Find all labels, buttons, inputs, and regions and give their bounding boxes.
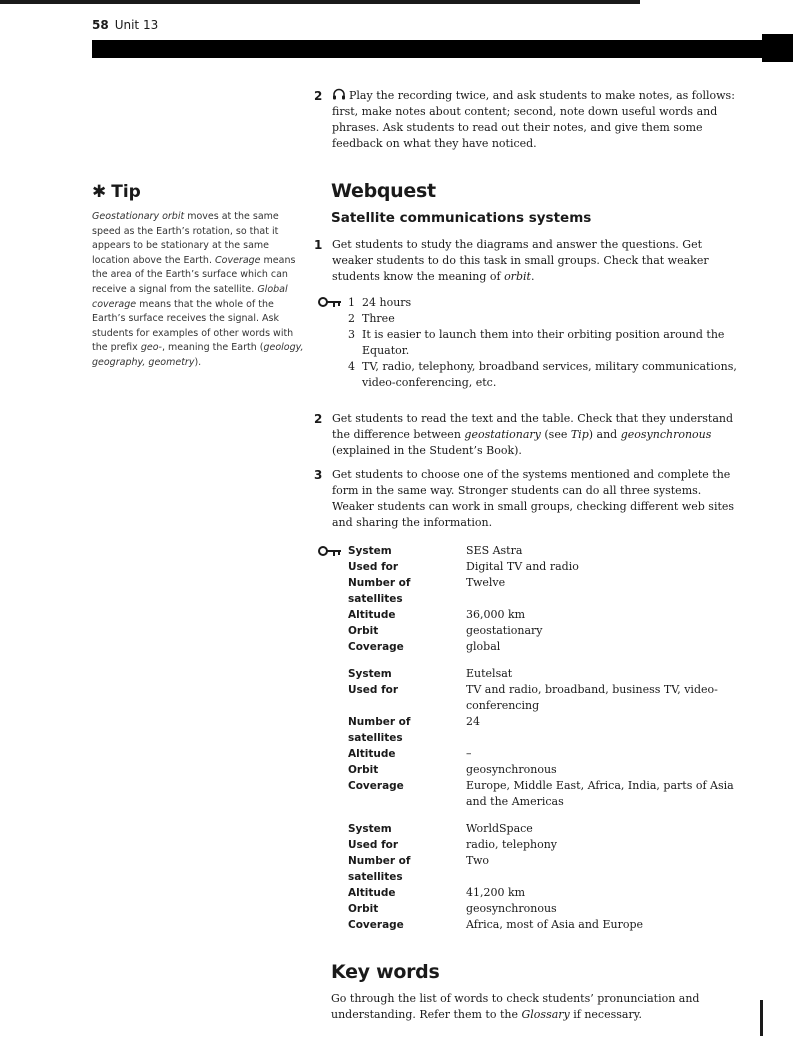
answer-list (348, 295, 744, 391)
italic-term: geology, geography, geometry (92, 342, 304, 368)
system-table (348, 821, 736, 933)
answer-text: TV, radio, telephony, broadband services, military communications, video-conferencing, etc. (362, 360, 737, 389)
system-row (348, 885, 736, 901)
headphones-icon (332, 88, 346, 100)
webquest-subheading: Satellite communications systems (331, 210, 592, 226)
webquest-item-1 (314, 237, 744, 285)
tip-text (92, 210, 304, 371)
intro-text: Play the recording twice, and ask students to make notes, as follows: first, make notes about content; second, note down useful words and phrases. Ask students to read out their notes, and give them some feedback on what they have noticed. (332, 89, 735, 150)
item-text: Get students to choose one of the systems mentioned and complete the form in the same way. Stronger students can do all three systems. Weaker students can work in small groups, checking different web sites and sharing the information. (332, 468, 735, 529)
header-band (92, 40, 793, 58)
text-run: Get students to study the diagrams and answer the questions. Get weaker students to do this task in small groups. Check that weaker students know the meaning of (332, 238, 709, 283)
answer-text: It is easier to launch them into their orbiting position around the Equator. (362, 328, 725, 357)
answer-item (348, 359, 744, 391)
italic-term: Coverage (215, 254, 261, 266)
text-run: (explained in the Student’s Book). (332, 444, 522, 457)
italic-term: geosynchronous (620, 428, 712, 441)
italic-term: Global coverage (92, 283, 288, 310)
system-table (348, 666, 736, 810)
field-value: – (466, 747, 472, 760)
system-row (348, 714, 736, 746)
field-value: Africa, most of Asia and Europe (466, 918, 644, 931)
field-label: Altitude (348, 609, 396, 621)
field-label: Orbit (348, 625, 379, 637)
key-words-text (314, 991, 744, 1023)
field-value: WorldSpace (466, 822, 533, 835)
field-label: System (348, 823, 392, 835)
system-row (348, 917, 736, 933)
tip-box (92, 182, 304, 371)
running-header (92, 18, 158, 32)
text-run: (see (540, 428, 571, 441)
answer-item (348, 295, 744, 311)
webquest-heading: Webquest (331, 180, 436, 202)
item-number: 2 (314, 412, 323, 426)
systems-tables (348, 543, 744, 933)
text-run: Go through the list of words to check students’ pronunciation and understanding. Refer them to the (331, 992, 700, 1021)
asterisk-icon: ✱ (92, 182, 107, 202)
field-label: Coverage (348, 780, 404, 792)
item-text (332, 238, 709, 283)
system-row (348, 543, 736, 559)
field-label: Altitude (348, 748, 396, 760)
field-label: Used for (348, 839, 399, 851)
tip-title (92, 182, 304, 202)
field-value: 24 (466, 715, 480, 728)
tip-title-text: Tip (111, 182, 141, 202)
field-value: SES Astra (466, 544, 523, 557)
answer-number: 1 (348, 296, 355, 309)
text-run: moves at the same speed as the Earth’s rotation, so that it appears to be stationary at the same location above the Earth. (92, 211, 279, 266)
field-value: global (466, 640, 501, 653)
field-label: Number of satellites (348, 855, 411, 883)
system-row (348, 762, 736, 778)
main-column (314, 88, 744, 1023)
text-run: , meaning the Earth ( (161, 342, 264, 354)
system-row (348, 901, 736, 917)
text-run: means that the whole of the Earth’s surface receives the signal. Ask students for examples of other words with the prefix (92, 298, 294, 354)
answer-number: 4 (348, 360, 355, 373)
key-icon (318, 296, 342, 308)
field-value: Two (466, 854, 489, 867)
italic-term: orbit (504, 270, 531, 283)
answer-item (348, 311, 744, 327)
italic-term: geostationary (464, 428, 541, 441)
field-label: System (348, 668, 392, 680)
field-label: Altitude (348, 887, 396, 899)
field-value: TV and radio, broadband, business TV, video-conferencing (466, 683, 718, 712)
system-row (348, 682, 736, 714)
field-value: Twelve (466, 576, 506, 589)
system-row (348, 853, 736, 885)
text-run: ). (194, 356, 202, 368)
answer-number: 3 (348, 328, 355, 341)
text-run: if necessary. (569, 1008, 642, 1021)
field-label: Number of satellites (348, 716, 411, 744)
key-icon (318, 545, 342, 557)
key-words-section (314, 961, 744, 1023)
webquest-item-2 (314, 411, 744, 459)
system-row (348, 837, 736, 853)
system-row (348, 559, 736, 575)
answer-number: 2 (348, 312, 355, 325)
field-value: 36,000 km (466, 608, 526, 621)
field-value: Europe, Middle East, Africa, India, parts of Asia and the Americas (466, 779, 734, 808)
field-label: Used for (348, 684, 399, 696)
field-label: Number of satellites (348, 577, 411, 605)
field-label: System (348, 545, 392, 557)
field-value: Eutelsat (466, 667, 513, 680)
intro-item (314, 88, 744, 152)
key-words-heading: Key words (331, 961, 440, 983)
field-label: Orbit (348, 764, 379, 776)
field-label: Used for (348, 561, 399, 573)
field-label: Orbit (348, 903, 379, 915)
top-rule (0, 0, 640, 4)
item-number: 3 (314, 468, 323, 482)
text-run: ) and (588, 428, 621, 441)
unit-label: Unit 13 (114, 18, 159, 32)
system-row (348, 607, 736, 623)
system-row (348, 666, 736, 682)
system-row (348, 778, 736, 810)
system-row (348, 575, 736, 607)
system-row (348, 746, 736, 762)
field-value: geostationary (466, 624, 543, 637)
answer-text: 24 hours (362, 296, 412, 309)
item-number: 1 (314, 238, 323, 252)
field-value: Digital TV and radio (466, 560, 579, 573)
italic-term: Geostationary orbit (92, 211, 185, 222)
answer-text: Three (362, 312, 395, 325)
italic-term: Glossary (521, 1008, 570, 1021)
italic-term: geo- (140, 342, 162, 354)
system-row (348, 639, 736, 655)
field-value: geosynchronous (466, 902, 557, 915)
field-label: Coverage (348, 919, 404, 931)
item-number: 2 (314, 89, 323, 103)
item-text (332, 412, 733, 457)
system-row (348, 623, 736, 639)
field-value: geosynchronous (466, 763, 557, 776)
webquest-item-3 (314, 467, 744, 531)
text-run: means the area of the Earth’s surface which can receive a signal from the satellite. (92, 254, 296, 295)
field-label: Coverage (348, 641, 404, 653)
systems-key (314, 543, 744, 933)
answer-item (348, 327, 744, 359)
system-table (348, 543, 736, 655)
text-run: . (530, 270, 535, 283)
field-value: radio, telephony (466, 838, 557, 851)
system-row (348, 821, 736, 837)
corner-mark (760, 1000, 763, 1036)
page-number: 58 (92, 18, 109, 32)
text-run: Get students to read the text and the table. Check that they understand the difference between (332, 412, 734, 441)
header-band-tab (762, 34, 793, 62)
field-value: 41,200 km (466, 886, 526, 899)
italic-term: Tip (570, 428, 589, 441)
answer-key (314, 295, 744, 391)
